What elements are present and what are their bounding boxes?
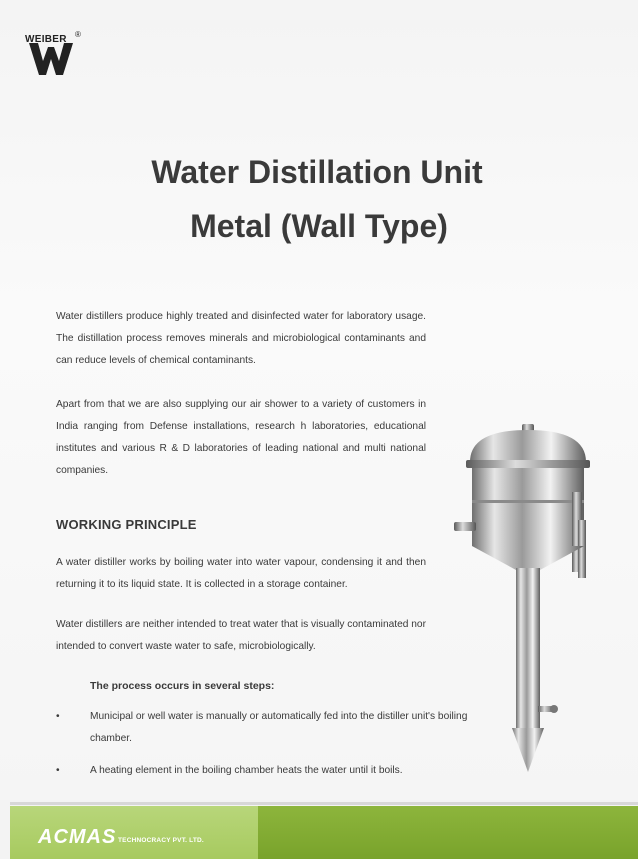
- footer: [0, 800, 638, 859]
- page-subtitle: Metal (Wall Type): [190, 208, 448, 244]
- principle-paragraph-2: Water distillers are neither intended to treat water that is visually contaminated nor intended to convert waste water to safe, microbiologically.: [56, 619, 426, 652]
- footer-brand-panel: [10, 806, 258, 859]
- footer-accent-panel: [258, 806, 638, 859]
- product-image: [440, 400, 620, 780]
- list-item: [56, 706, 470, 750]
- intro-paragraph-2: Apart from that we are also supplying our air shower to a variety of customers in India ranging from Defense installations, research h laboratories, educational institutes and various R & D laboratories of leading national and multi national companies.: [56, 399, 426, 476]
- page-title: Water Distillation Unit: [151, 154, 483, 190]
- list-item: [56, 760, 470, 782]
- registered-mark: ®: [75, 30, 81, 39]
- weiber-logo: [25, 30, 85, 80]
- principle-paragraph-1: A water distiller works by boiling water into water vapour, condensing it and then returning it to its liquid state. It is collected in a storage container.: [56, 557, 426, 590]
- bullet: •: [56, 711, 60, 722]
- section-heading: WORKING PRINCIPLE: [56, 517, 197, 532]
- steps-title: The process occurs in several steps:: [90, 680, 275, 692]
- footer-divider: [10, 802, 638, 805]
- intro-paragraph-1: Water distillers produce highly treated and disinfected water for laboratory usage. The distillation process removes minerals and microbiological contaminants and can reduce levels of chemical contaminants.: [56, 311, 426, 366]
- bullet: •: [56, 765, 60, 776]
- w-logo-icon: [29, 43, 73, 75]
- list-item-text: Municipal or well water is manually or automatically fed into the distiller unit's boiling chamber.: [90, 711, 468, 744]
- logo-brand-text: WEIBER: [25, 34, 67, 45]
- acmas-logo: ACMAS: [38, 826, 117, 848]
- company-name: TECHNOCRACY PVT. LTD.: [118, 837, 204, 844]
- list-item-text: A heating element in the boiling chamber heats the water until it boils.: [90, 765, 403, 776]
